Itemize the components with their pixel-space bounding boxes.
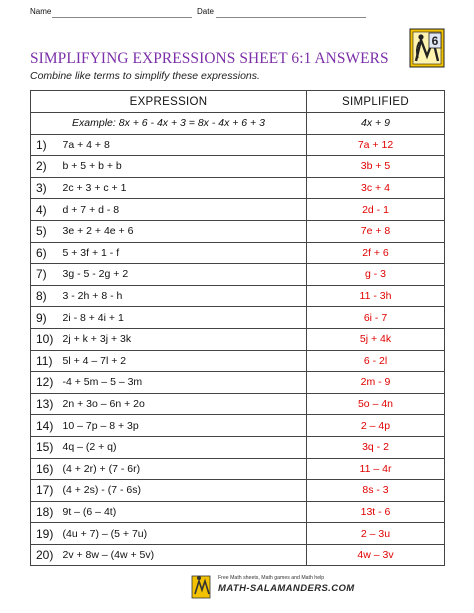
table-row: [31, 372, 445, 394]
footer-site-name: MATH-SALAMANDERS.COM: [218, 583, 355, 594]
question-number: 8): [31, 285, 61, 307]
table-row: [31, 544, 445, 566]
table-row: [31, 523, 445, 545]
table-row: [31, 264, 445, 286]
table-row: [31, 285, 445, 307]
question-number: 19): [31, 523, 61, 545]
question-expression: 4q – (2 + q): [61, 436, 307, 458]
salamander-logo: [409, 28, 445, 68]
question-number: 17): [31, 480, 61, 502]
answer-value: 6 - 2l: [307, 350, 445, 372]
answer-value: g - 3: [307, 264, 445, 286]
question-number: 7): [31, 264, 61, 286]
question-number: 3): [31, 177, 61, 199]
answer-value: 3q - 2: [307, 436, 445, 458]
question-number: 10): [31, 328, 61, 350]
answer-value: 2 – 4p: [307, 415, 445, 437]
table-row: [31, 393, 445, 415]
question-number: 14): [31, 415, 61, 437]
answer-value: 7a + 12: [307, 134, 445, 156]
question-expression: 3 - 2h + 8 - h: [61, 285, 307, 307]
answer-value: 2d - 1: [307, 199, 445, 221]
question-number: 2): [31, 156, 61, 178]
table-row: [31, 134, 445, 156]
name-line: [52, 17, 192, 18]
table-row: [31, 199, 445, 221]
footer-tagline: Free Math sheets, Math games and Math help: [218, 575, 325, 581]
date-label: Date: [197, 7, 214, 16]
answer-value: 5o – 4n: [307, 393, 445, 415]
question-number: 18): [31, 501, 61, 523]
answer-value: 5j + 4k: [307, 328, 445, 350]
page-subtitle: Combine like terms to simplify these expressions.: [30, 70, 260, 82]
answer-value: 2m - 9: [307, 372, 445, 394]
footer-brand: [190, 572, 355, 602]
answer-value: 13t - 6: [307, 501, 445, 523]
question-expression: 5 + 3f + 1 - f: [61, 242, 307, 264]
worksheet-table: [30, 90, 445, 566]
question-number: 1): [31, 134, 61, 156]
answer-value: 2 – 3u: [307, 523, 445, 545]
example-question: Example: 8x + 6 - 4x + 3 = 8x - 4x + 6 + 3: [31, 113, 307, 135]
example-answer: 4x + 9: [307, 113, 445, 135]
answer-value: 7e + 8: [307, 220, 445, 242]
answer-value: 3b + 5: [307, 156, 445, 178]
question-number: 12): [31, 372, 61, 394]
question-number: 6): [31, 242, 61, 264]
question-expression: 2i - 8 + 4i + 1: [61, 307, 307, 329]
date-line: [216, 17, 366, 18]
question-expression: 3e + 2 + 4e + 6: [61, 220, 307, 242]
question-number: 16): [31, 458, 61, 480]
expression-header: EXPRESSION: [31, 91, 307, 113]
question-number: 9): [31, 307, 61, 329]
page-title: SIMPLIFYING EXPRESSIONS SHEET 6:1 ANSWERS: [30, 50, 389, 67]
question-expression: (4 + 2r) + (7 - 6r): [61, 458, 307, 480]
table-row: [31, 307, 445, 329]
table-row: [31, 458, 445, 480]
question-number: 15): [31, 436, 61, 458]
table-row: [31, 350, 445, 372]
answer-value: 6i - 7: [307, 307, 445, 329]
table-row: [31, 156, 445, 178]
table-row: [31, 501, 445, 523]
question-expression: 2v + 8w – (4w + 5v): [61, 544, 307, 566]
question-expression: 5l + 4 – 7l + 2: [61, 350, 307, 372]
salamander-icon: [409, 28, 445, 68]
question-number: 11): [31, 350, 61, 372]
question-expression: 2c + 3 + c + 1: [61, 177, 307, 199]
answer-value: 3c + 4: [307, 177, 445, 199]
question-number: 4): [31, 199, 61, 221]
salamander-mascot-icon: [190, 572, 214, 600]
simplified-header: SIMPLIFIED: [307, 91, 445, 113]
table-row: [31, 220, 445, 242]
question-expression: b + 5 + b + b: [61, 156, 307, 178]
question-expression: 10 – 7p – 8 + 3p: [61, 415, 307, 437]
table-row: [31, 242, 445, 264]
question-expression: (4u + 7) – (5 + 7u): [61, 523, 307, 545]
table-row: [31, 480, 445, 502]
question-expression: 7a + 4 + 8: [61, 134, 307, 156]
table-row: [31, 328, 445, 350]
table-row: [31, 177, 445, 199]
table-row: [31, 415, 445, 437]
question-expression: 2j + k + 3j + 3k: [61, 328, 307, 350]
question-expression: 2n + 3o – 6n + 2o: [61, 393, 307, 415]
question-number: 20): [31, 544, 61, 566]
question-number: 13): [31, 393, 61, 415]
question-expression: 9t – (6 – 4t): [61, 501, 307, 523]
answer-value: 8s - 3: [307, 480, 445, 502]
logo-number: 6: [431, 34, 439, 48]
question-expression: 3g - 5 - 2g + 2: [61, 264, 307, 286]
name-label: Name: [30, 7, 52, 16]
answer-value: 11 - 3h: [307, 285, 445, 307]
question-number: 5): [31, 220, 61, 242]
name-date-row: [30, 7, 404, 19]
example-row: [31, 113, 445, 135]
table-header-row: [31, 91, 445, 113]
question-expression: d + 7 + d - 8: [61, 199, 307, 221]
answer-value: 4w – 3v: [307, 544, 445, 566]
answer-value: 2f + 6: [307, 242, 445, 264]
answer-value: 11 – 4r: [307, 458, 445, 480]
table-row: [31, 436, 445, 458]
question-expression: (4 + 2s) - (7 - 6s): [61, 480, 307, 502]
question-expression: -4 + 5m – 5 – 3m: [61, 372, 307, 394]
